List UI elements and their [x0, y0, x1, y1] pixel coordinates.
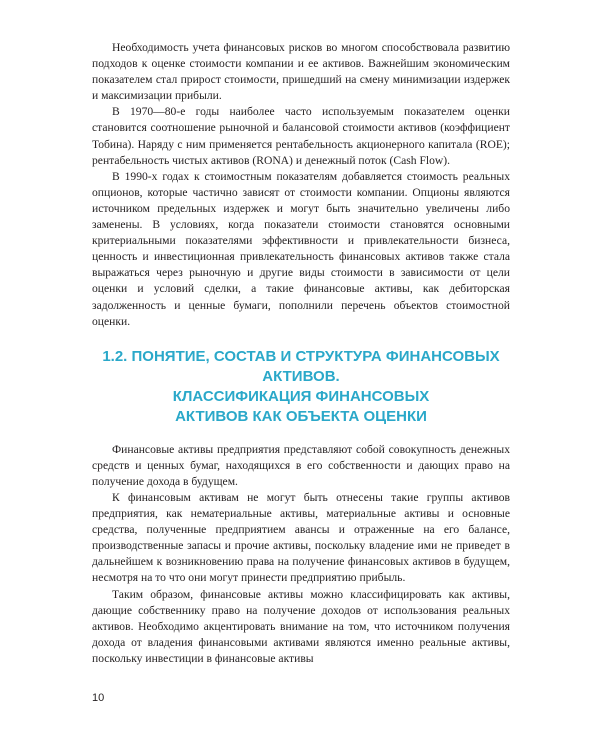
intro-paragraph-3: В 1990-х годах к стоимостным показателям добавляется стоимость реальных опционов, которые частично зависят от стоимости компании. Опционы являются источником предельных издержек и могут быть значительно увеличены либо заменены. В условиях, когда показатели стоимости становятся основными критериальными показателями эффективности и привлекательности бизнеса, ценность и инвестиционная привлекательность финансовых активов также стала выражаться через рыночную и другие виды стоимости в зависимости от цели оценки и условий сделки, а такие финансовые активы, как дебиторская задолженность и ценные бумаги, пополнили перечень объектов стоимостной оценки.: [92, 169, 510, 328]
section-heading: [92, 347, 510, 427]
intro-paragraph-2: В 1970—80-е годы наиболее часто используемым показателем оценки становится соотношение рыночной и балансовой стоимости активов (коэффициент Тобина). Наряду с ним применяется рентабельность акционерного капитала (ROE); рентабельность чистых активов (RONA) и денежный поток (Cash Flow).: [92, 105, 510, 167]
body-paragraph-1: Финансовые активы предприятия представляют собой совокупность денежных средств и ценных бумаг, находящихся в его собственности и дающих право на получение дохода в будущем.: [92, 442, 510, 488]
intro-paragraph-1: Необходимость учета финансовых рисков во многом способствовала развитию подходов к оценке стоимости компании и ее активов. Важнейшим экономическим показателем стал прирост стоимости, пришедший на смену минимизации издержек и максимизации прибыли.: [92, 41, 510, 103]
section-heading-line-3: АКТИВОВ КАК ОБЪЕКТА ОЦЕНКИ: [175, 407, 427, 425]
section-heading-line-1: 1.2. ПОНЯТИЕ, СОСТАВ И СТРУКТУРА ФИНАНСОВЫХ АКТИВОВ.: [102, 347, 500, 385]
body-paragraph-3: Таким образом, финансовые активы можно классифицировать как активы, дающие собственнику право на получение доходов от использования реальных активов. Необходимо акцентировать внимание на том, что источником получения дохода от владения финансовыми активами являются именно реальные активы, поскольку инвестиции в финансовые активы: [92, 587, 510, 665]
body-paragraph-2: К финансовым активам не могут быть отнесены такие группы активов предприятия, как нематериальные активы, материальные активы и основные средства, полученные предприятием авансы и отраженные на его балансе, производственные запасы и прочие активы, поскольку владение ими не приведет в дальнейшем к возникновению права на получение финансовых активов в будущем, несмотря на то что они могут принести предприятию прибыль.: [92, 490, 510, 585]
page-number: 10: [92, 692, 105, 704]
section-heading-line-2: КЛАССИФИКАЦИЯ ФИНАНСОВЫХ: [172, 387, 430, 405]
page-body: [92, 40, 510, 667]
